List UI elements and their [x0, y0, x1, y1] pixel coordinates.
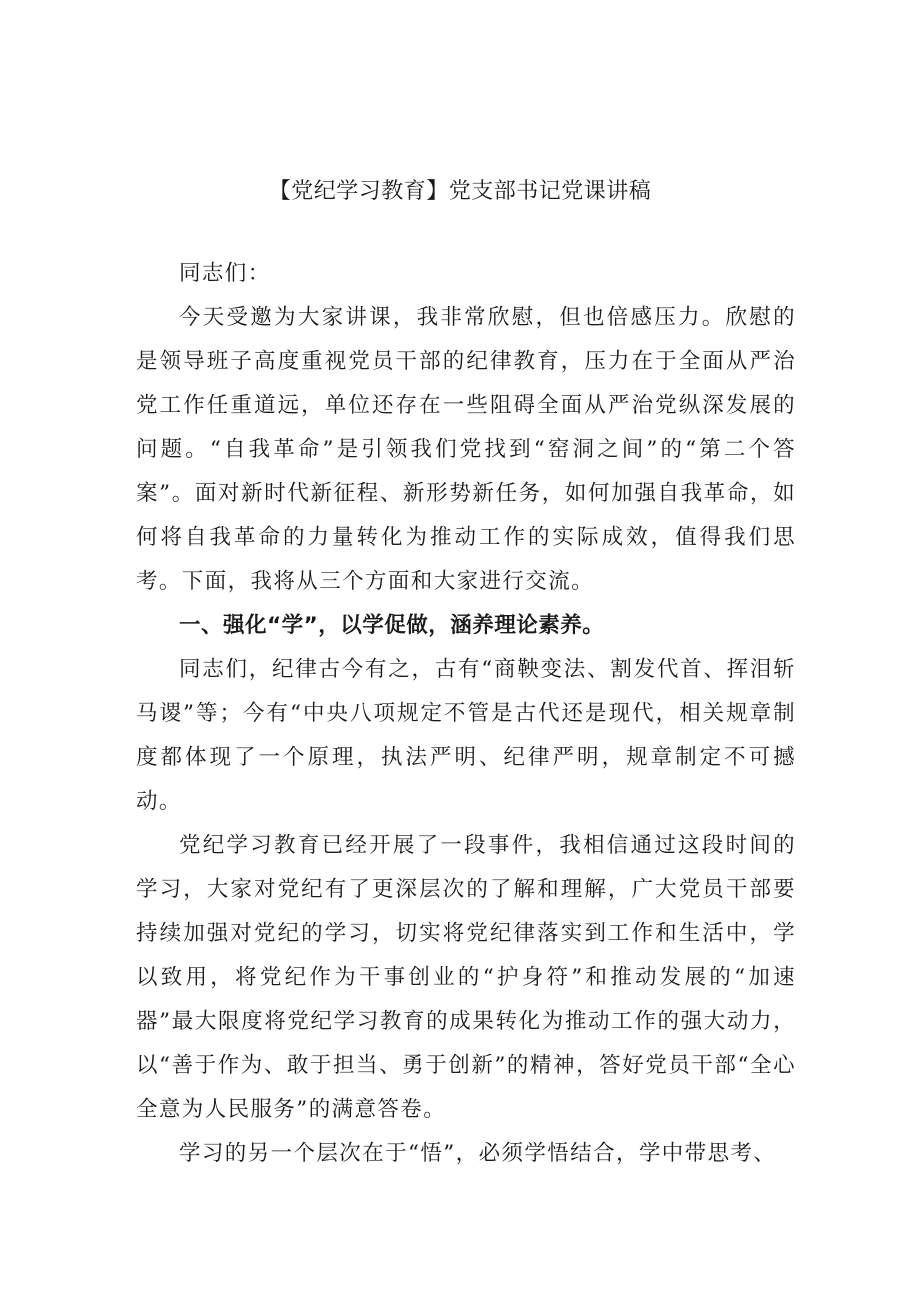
paragraph-learning-insight: 学习的另一个层次在于“悟”，必须学悟结合，学中带思考、 — [179, 1141, 777, 1166]
intro-paragraph: 今天受邀为大家讲课，我非常欣慰，但也倍感压力。欣慰的是领导班子高度重视党员干部的纪律教育，压力在于全面从严治党工作任重道远，单位还存在一些阻碍全面从严治党纵深发展的问题。“自我革命”是引领我们党找到“窑洞之间”的“第二个答案”。面对新时代新征程、新形势新任务，如何加强自我革命，如何将自我革命的力量转化为推动工作的实际成效，值得我们思考。下面，我将从三个方面和大家进行交流。 — [136, 305, 796, 594]
salutation: 同志们： — [179, 261, 271, 286]
document-title: 【党纪学习教育】党支部书记党课讲稿 — [268, 179, 652, 204]
paragraph-discipline-education: 党纪学习教育已经开展了一段事件，我相信通过这段时间的学习，大家对党纪有了更深层次的了解和理解，广大党员干部要持续加强对党纪的学习，切实将党纪律落实到工作和生活中，学以致用，将党纪作为干事创业的“护身符”和推动发展的“加速器”最大限度将党纪学习教育的成果转化为推动工作的强大动力，以“善于作为、敢于担当、勇于创新”的精神，答好党员干部“全心全意为人民服务”的满意答卷。 — [136, 833, 796, 1122]
paragraph-discipline-history: 同志们，纪律古今有之，古有“商鞅变法、割发代首、挥泪斩马谡”等；今有“中央八项规定不管是古代还是现代，相关规章制度都体现了一个原理，执法严明、纪律严明，规章制定不可撼动。 — [136, 657, 796, 814]
document-body — [136, 252, 796, 1176]
section-heading-1: 一、强化“学”，以学促做，涵养理论素养。 — [179, 613, 605, 638]
